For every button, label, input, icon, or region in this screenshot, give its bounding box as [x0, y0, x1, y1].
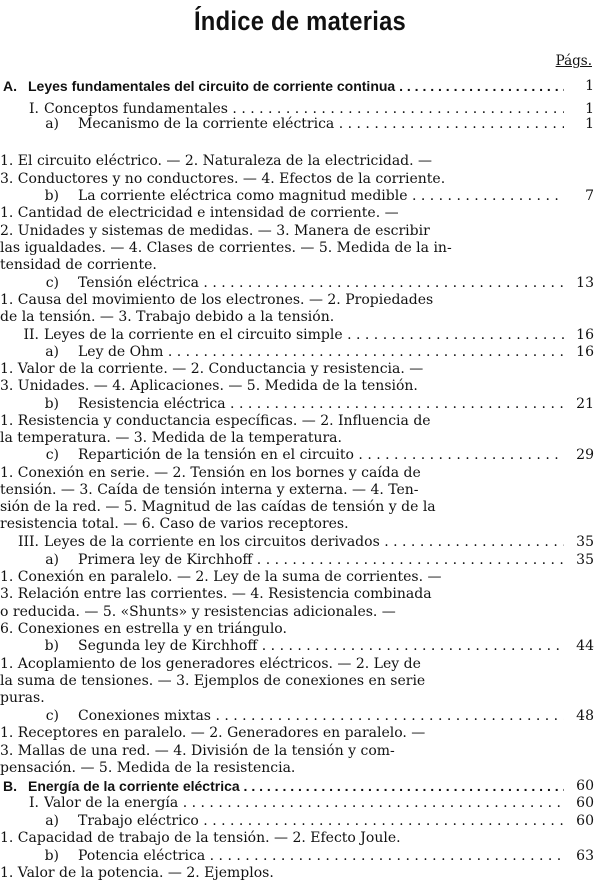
toc-entry-number: a) [45, 552, 59, 568]
toc-description-text: 1. Receptores en paralelo. — 2. Generadores en paralelo. — [0, 725, 426, 741]
toc-description-text: 1. Resistencia y conductancia específicas. — 2. Influencia de [0, 413, 431, 429]
toc-entry [0, 708, 600, 725]
toc-entry-title: Conexiones mixtas . . . [78, 708, 564, 725]
toc-description-line [0, 516, 600, 533]
toc-entry [0, 78, 600, 95]
toc-entry-title: Resistencia eléctrica . . . [78, 396, 564, 413]
toc-description-line [0, 309, 600, 326]
toc-description-line [0, 292, 600, 309]
toc-description-text: tensidad de corriente. [0, 257, 157, 273]
toc-entry [0, 813, 600, 830]
toc-page-number: 1 [585, 101, 594, 117]
toc-entry-number: B. [3, 778, 17, 794]
toc-entry [0, 396, 600, 413]
toc-description-line [0, 413, 600, 430]
toc-entry-title: Leyes fundamentales del circuito de corriente continua . . . [28, 78, 564, 95]
toc-entry-number: a) [45, 813, 59, 829]
toc-page-number: 21 [576, 396, 594, 412]
toc-page-number: 7 [585, 188, 594, 204]
toc-page-number: 16 [576, 344, 594, 360]
toc-page-number: 48 [576, 708, 594, 724]
toc-description-line [0, 621, 600, 638]
toc-entry-title: Mecanismo de la corriente eléctrica . . . [78, 116, 564, 133]
toc-entry-title: Segunda ley de Kirchhoff . . . [78, 638, 564, 655]
toc-description-text: sión de la red. — 5. Magnitud de las caídas de tensión y de la [0, 499, 436, 515]
toc-description-line [0, 378, 600, 395]
toc-entry [0, 116, 600, 133]
toc-entry-title: Trabajo eléctrico . . . [78, 813, 564, 830]
toc-entry [0, 275, 600, 292]
toc-description-text: 1. Conexión en paralelo. — 2. Ley de la suma de corrientes. — [0, 569, 442, 585]
toc-description-text: 1. Cantidad de electricidad e intensidad de corriente. — [0, 205, 399, 221]
toc-entry-title: Ley de Ohm . . . [78, 344, 564, 361]
toc-description-line [0, 257, 600, 274]
toc-page-number: 35 [576, 552, 594, 568]
toc-description-text: de la tensión. — 3. Trabajo debido a la tensión. [0, 309, 335, 325]
toc-description-text: 1. Acoplamiento de los generadores eléctricos. — 2. Ley de [0, 656, 421, 672]
toc-page-number: 1 [585, 78, 594, 94]
toc-description-text: 1. Causa del movimiento de los electrones. — 2. Propiedades [0, 292, 434, 308]
toc-description-line [0, 586, 600, 603]
toc-entry-title: Conceptos fundamentales . . . [44, 101, 564, 118]
toc-entry-title: Repartición de la tensión en el circuito . . . [78, 447, 564, 464]
toc-entry [0, 795, 600, 812]
toc-description-text: la temperatura. — 3. Medida de la temperatura. [0, 430, 342, 446]
toc-entry [0, 447, 600, 464]
toc-entry-number: b) [44, 188, 59, 204]
toc-entry-number: b) [44, 396, 59, 412]
toc-description-text: 1. El circuito eléctrico. — 2. Naturaleza de la electricidad. — [0, 153, 433, 169]
toc-description-text: 3. Relación entre las corrientes. — 4. Resistencia combinada [0, 586, 432, 602]
toc-description-line [0, 569, 600, 586]
toc-entry-title: Potencia eléctrica . . . [78, 848, 564, 865]
toc-description-line [0, 673, 600, 690]
toc-description-text: 2. Unidades y sistemas de medidas. — 3. Manera de escribir [0, 223, 430, 239]
toc-entry-number: I. [29, 101, 39, 117]
toc-entry-number: A. [3, 78, 17, 94]
toc-entry-number: I. [29, 795, 39, 811]
toc-description-line [0, 725, 600, 742]
toc-page-number: 63 [576, 848, 594, 864]
toc-entry-number: III. [17, 534, 39, 550]
toc-description-text: pensación. — 5. Medida de la resistencia. [0, 760, 296, 776]
toc-description-line [0, 865, 600, 882]
toc-description-line [0, 482, 600, 499]
toc-description-text: o reducida. — 5. «Shunts» y resistencias adicionales. — [0, 604, 396, 620]
toc-description-text: 1. Valor de la potencia. — 2. Ejemplos. [0, 865, 274, 881]
toc-entry-number: a) [45, 116, 59, 132]
toc-page-number: 60 [576, 795, 594, 811]
toc-description-text: 6. Conexiones en estrella y en triángulo. [0, 621, 287, 637]
toc-description-line [0, 465, 600, 482]
toc-page-number: 13 [576, 275, 594, 291]
toc-entry-number: II. [23, 327, 39, 343]
toc-description-text: 1. Capacidad de trabajo de la tensión. — 2. Efecto Joule. [0, 830, 401, 846]
toc-entry [0, 188, 600, 205]
toc-entry-number: b) [44, 848, 59, 864]
toc-description-text: puras. [0, 690, 45, 706]
toc-description-text: la suma de tensiones. — 3. Ejemplos de conexiones en serie [0, 673, 426, 689]
toc-entry [0, 778, 600, 795]
page-title: Índice de materias [193, 6, 407, 36]
toc-entry-title: Leyes de la corriente en los circuitos derivados . . . [44, 534, 564, 551]
toc-entry [0, 848, 600, 865]
toc-description-text: tensión. — 3. Caída de tensión interna y externa. — 4. Ten- [0, 482, 419, 498]
toc-description-line [0, 690, 600, 707]
toc-description-line [0, 743, 600, 760]
toc-page-number: 1 [585, 116, 594, 132]
toc-entry-number: c) [45, 708, 59, 724]
toc-description-line [0, 153, 600, 170]
toc-description-text: las igualdades. — 4. Clases de corrientes. — 5. Medida de la in- [0, 240, 452, 256]
toc-description-line [0, 240, 600, 257]
toc-entry [0, 552, 600, 569]
toc-page-number: 60 [576, 813, 594, 829]
toc-entry [0, 327, 600, 344]
toc-description-line [0, 499, 600, 516]
toc-entry [0, 638, 600, 655]
toc-entry [0, 534, 600, 551]
toc-description-text: 3. Mallas de una red. — 4. División de la tensión y com- [0, 743, 395, 759]
toc-description-line [0, 430, 600, 447]
pages-column-header: Págs. [555, 53, 592, 69]
toc-description-text: resistencia total. — 6. Caso de varios receptores. [0, 516, 349, 532]
toc-description-line [0, 656, 600, 673]
toc-entry-title: Valor de la energía . . . [44, 795, 564, 812]
toc-entry-number: b) [44, 638, 59, 654]
toc-entry-title: Leyes de la corriente en el circuito simple . . . [44, 327, 564, 344]
toc-description-line [0, 760, 600, 777]
toc-page-number: 35 [576, 534, 594, 550]
toc-page-number: 60 [576, 778, 594, 794]
toc-description-line [0, 171, 600, 188]
toc-page-number: 44 [576, 638, 594, 654]
toc-description-line [0, 604, 600, 621]
toc-description-text: 3. Conductores y no conductores. — 4. Efectos de la corriente. [0, 171, 446, 187]
toc-description-text: 1. Conexión en serie. — 2. Tensión en los bornes y caída de [0, 465, 421, 481]
toc-description-line [0, 830, 600, 847]
toc-entry-number: c) [45, 275, 59, 291]
toc-entry [0, 344, 600, 361]
toc-description-text: 1. Valor de la corriente. — 2. Conductancia y resistencia. — [0, 361, 424, 377]
toc-entry-title: Energía de la corriente eléctrica . . . [28, 778, 564, 795]
toc-description-text: 3. Unidades. — 4. Aplicaciones. — 5. Medida de la tensión. [0, 378, 418, 394]
toc-page-number: 16 [576, 327, 594, 343]
toc-entry-title: Primera ley de Kirchhoff . . . [78, 552, 564, 569]
toc-page-number: 29 [576, 447, 594, 463]
toc-description-line [0, 361, 600, 378]
toc-entry-number: c) [45, 447, 59, 463]
toc-description-line [0, 205, 600, 222]
toc-entry-title: Tensión eléctrica . . . [78, 275, 564, 292]
toc-entry-title: La corriente eléctrica como magnitud medible . . . [78, 188, 564, 205]
toc-description-line [0, 223, 600, 240]
toc-entry-number: a) [45, 344, 59, 360]
